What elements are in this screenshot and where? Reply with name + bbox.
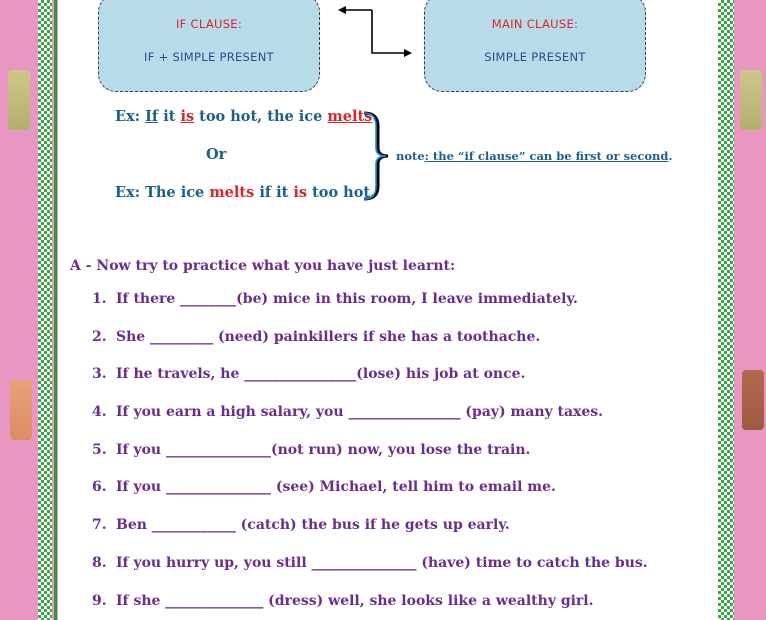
item-text: If you _______________(not run) now, you lose the train.: [116, 441, 531, 458]
item-text: If you _______________ (see) Michael, tell him to email me.: [116, 479, 556, 496]
example-verb-melts: melts: [327, 108, 373, 125]
item-text: If there ________(be) mice in this room, I leave immediately.: [116, 291, 578, 307]
right-checker-border: [718, 0, 734, 620]
example-verb-melts: melts: [209, 184, 255, 201]
if-clause-box: [98, 0, 320, 92]
note-label: note: [396, 149, 425, 163]
exercise-item: [92, 593, 648, 620]
right-floral-border: [734, 0, 766, 620]
example-text: too hot, the ice: [194, 108, 328, 125]
item-text: If he travels, he ________________(lose) his job at once.: [116, 366, 526, 383]
exercise-item: [92, 404, 648, 442]
item-number: 7.: [92, 517, 107, 534]
note-end: .: [668, 149, 673, 163]
note-content: : the “if clause” can be first or second: [424, 149, 669, 163]
item-number: 3.: [92, 366, 107, 383]
decorative-shape: [8, 70, 30, 130]
left-green-line: [54, 0, 57, 620]
example-2: [115, 184, 375, 201]
main-clause-title: MAIN CLAUSE:: [491, 17, 579, 31]
exercise-item: [92, 366, 648, 404]
worksheet-page: [58, 0, 718, 620]
decorative-shape: [10, 380, 32, 440]
exercise-heading: A - Now try to practice what you have just learnt:: [70, 258, 456, 274]
example-text: if it: [254, 184, 294, 201]
item-text: She _________ (need) painkillers if she has a toothache.: [116, 328, 541, 345]
left-checker-border: [38, 0, 52, 620]
or-separator: Or: [206, 146, 227, 163]
item-number: 6.: [92, 479, 107, 496]
exercise-item: [92, 517, 648, 555]
example-text: too hot.: [307, 184, 376, 201]
item-text: Ben ____________ (catch) the bus if he gets up early.: [116, 517, 510, 534]
decorative-shape: [740, 70, 762, 130]
item-number: 4.: [92, 404, 107, 421]
exercise-list: [92, 291, 648, 620]
example-prefix: Ex: The ice: [115, 184, 210, 201]
item-text: If she ______________ (dress) well, she looks like a wealthy girl.: [116, 592, 594, 609]
item-number: 5.: [92, 441, 107, 458]
item-number: 1.: [92, 291, 107, 307]
exercise-item: [92, 442, 648, 480]
item-text: If you hurry up, you still _______________ (have) time to catch the bus.: [116, 554, 648, 571]
example-verb-is: is: [180, 108, 195, 125]
example-text: it: [158, 108, 181, 125]
main-clause-formula: SIMPLE PRESENT: [484, 50, 586, 64]
main-clause-box: [424, 0, 646, 92]
exercise-item: [92, 329, 648, 367]
item-number: 8.: [92, 554, 107, 571]
curly-brace-icon: [360, 110, 390, 202]
item-number: 2.: [92, 328, 107, 345]
exercise-item: [92, 291, 648, 329]
swap-arrows-icon: [320, 0, 430, 70]
item-text: If you earn a high salary, you ________________ (pay) many taxes.: [116, 404, 604, 421]
left-floral-border: [0, 0, 38, 620]
example-1: [115, 108, 377, 125]
example-text: .: [372, 108, 378, 125]
if-clause-title: IF CLAUSE:: [175, 17, 243, 31]
decorative-shape: [742, 370, 764, 430]
example-if-word: If: [145, 108, 159, 125]
example-verb-is: is: [293, 184, 308, 201]
exercise-item: [92, 479, 648, 517]
exercise-item: [92, 555, 648, 593]
example-prefix: Ex:: [115, 108, 146, 125]
if-clause-formula: IF + SIMPLE PRESENT: [144, 50, 274, 64]
item-number: 9.: [92, 592, 107, 609]
note-text: [396, 149, 672, 163]
